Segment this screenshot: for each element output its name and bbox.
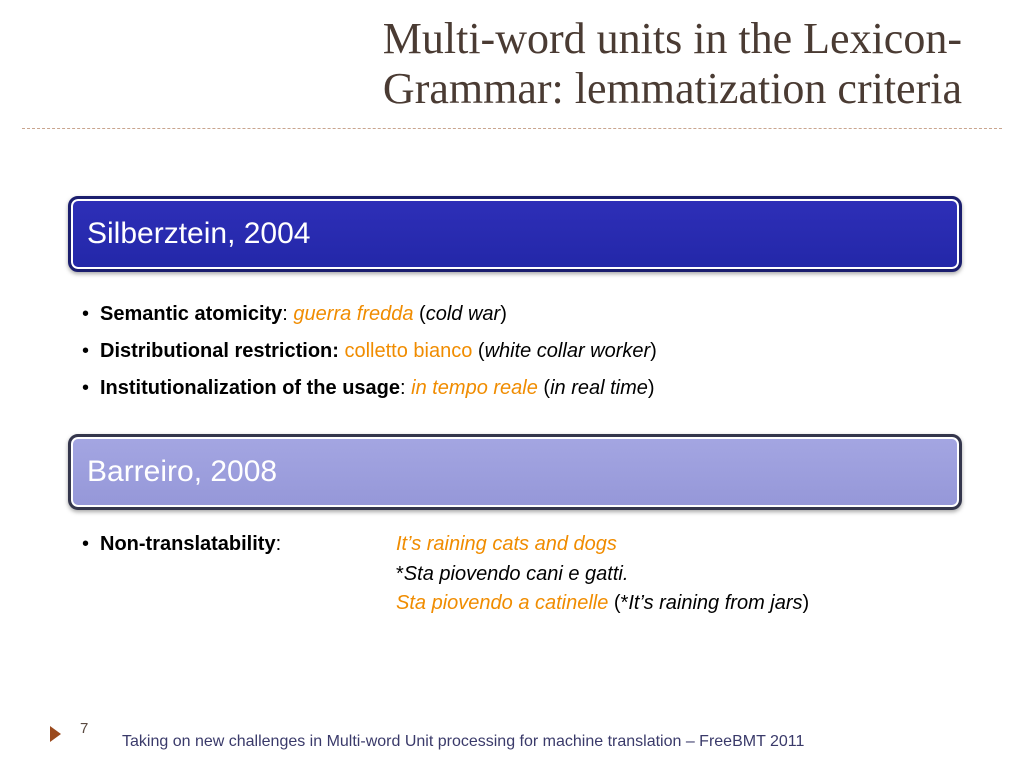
criterion-term: Institutionalization of the usage xyxy=(100,377,400,399)
literal-translation: Sta piovendo cani e gatti. xyxy=(403,563,629,585)
slide-title-line-1: Multi-word units in the Lexicon- xyxy=(382,14,962,63)
criterion-term: Distributional restriction: xyxy=(100,340,339,362)
page-number: 7 xyxy=(80,720,89,737)
title-divider xyxy=(22,128,1002,129)
panel-silberztein-title: Silberztein, 2004 xyxy=(87,217,311,250)
paren-close: ) xyxy=(647,377,655,399)
panel-silberztein xyxy=(68,196,962,272)
english-gloss: It’s raining from jars xyxy=(628,592,803,614)
english-gloss: cold war xyxy=(425,303,501,325)
barreiro-criteria-list xyxy=(100,526,281,563)
criterion-term: Semantic atomicity xyxy=(100,303,283,325)
list-item xyxy=(100,526,281,563)
paren-open: ( xyxy=(472,340,485,362)
paren-open: (* xyxy=(608,592,629,614)
english-gloss: in real time xyxy=(550,377,648,399)
panel-barreiro-title: Barreiro, 2008 xyxy=(87,455,278,488)
italian-example: colletto bianco xyxy=(344,340,473,362)
slide-title-line-2: Grammar: lemmatization criteria xyxy=(382,64,962,113)
silberztein-criteria-list xyxy=(100,296,657,407)
italian-example: guerra fredda xyxy=(293,303,414,325)
list-item xyxy=(100,296,657,333)
criterion-term: Non-translatability xyxy=(100,533,276,555)
separator: : xyxy=(275,533,282,555)
panel-barreiro xyxy=(68,434,962,510)
paren-close: ) xyxy=(650,340,657,362)
footer-arrow-icon xyxy=(50,726,61,742)
italian-idiom-line xyxy=(396,585,809,622)
paren-open: ( xyxy=(413,303,426,325)
list-item xyxy=(100,370,657,407)
paren-close: ) xyxy=(802,592,810,614)
english-idiom-example: It’s raining cats and dogs xyxy=(396,533,617,555)
separator: : xyxy=(282,303,294,325)
list-item xyxy=(100,333,657,370)
footer-text: Taking on new challenges in Multi-word Unit processing for machine translation – FreeBMT 2011 xyxy=(122,733,805,750)
paren-close: ) xyxy=(500,303,507,325)
ungrammatical-star: * xyxy=(396,563,404,585)
italian-idiom-example: Sta piovendo a catinelle xyxy=(396,592,609,614)
slide-title xyxy=(142,14,962,114)
english-gloss: white collar worker xyxy=(484,340,651,362)
italian-example: in tempo reale xyxy=(411,377,538,399)
paren-open: ( xyxy=(537,377,551,399)
separator: : xyxy=(400,377,412,399)
